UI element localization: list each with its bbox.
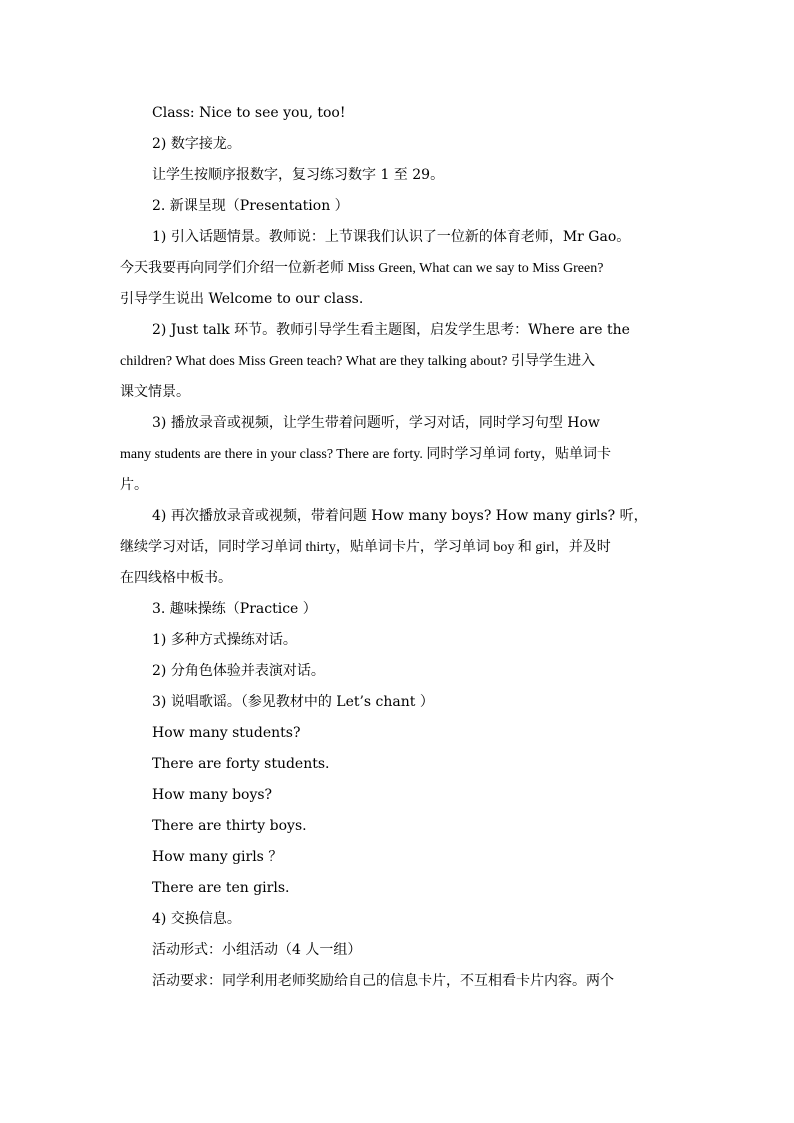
- section-heading: 2. 新课呈现（Presentation ）: [152, 198, 349, 214]
- text-line: 1) 引入话题情景。教师说：上节课我们认识了一位新的体育老师，Mr Gao。: [152, 229, 631, 245]
- text-line: 3) 说唱歌谣。（参见教材中的 Let’s chant ）: [152, 694, 434, 710]
- text-line: 3) 播放录音或视频，让学生带着问题听，学习对话，同时学习句型 How: [152, 415, 600, 431]
- text-line: 在四线格中板书。: [120, 570, 232, 586]
- chant-line: How many students?: [152, 725, 301, 741]
- text-line: 课文情景。: [120, 384, 190, 400]
- text-line: 引导学生说出 Welcome to our class.: [120, 291, 364, 307]
- text-line: many students are there in your class? There are forty. 同时学习单词 forty，贴单词卡: [120, 447, 612, 462]
- text-line: 片。: [120, 477, 148, 493]
- chant-line: There are thirty boys.: [152, 818, 307, 834]
- text-line: 让学生按顺序报数字，复习练习数字 1 至 29。: [152, 167, 445, 183]
- text-line: Class: Nice to see you, too!: [152, 105, 346, 121]
- text-line: 活动形式：小组活动（4 人一组）: [152, 942, 362, 958]
- text-line: 1) 多种方式操练对话。: [152, 632, 297, 648]
- text-line: 2) 数字接龙。: [152, 136, 241, 152]
- chant-line: How many girls ？: [152, 849, 283, 865]
- chant-line: How many boys?: [152, 787, 273, 803]
- chant-line: There are forty students.: [152, 756, 330, 772]
- text-line: 活动要求：同学利用老师奖励给自己的信息卡片，不互相看卡片内容。两个: [152, 973, 614, 989]
- text-line: 4) 交换信息。: [152, 911, 241, 927]
- text-line: 2) 分角色体验并表演对话。: [152, 663, 325, 679]
- chant-line: There are ten girls.: [152, 880, 290, 896]
- text-line: 4) 再次播放录音或视频，带着问题 How many boys? How many girls? 听，: [152, 508, 648, 524]
- text-line: 继续学习对话，同时学习单词 thirty，贴单词卡片，学习单词 boy 和 girl，并及时: [120, 540, 611, 555]
- document-body: [120, 98, 680, 997]
- text-line: 今天我要再向同学们介绍一位新老师 Miss Green, What can we say to Miss Green?: [120, 261, 604, 276]
- text-line: children? What does Miss Green teach? What are they talking about? 引导学生进入: [120, 354, 595, 369]
- section-heading: 3. 趣味操练（Practice ）: [152, 601, 317, 617]
- text-line: 2) Just talk 环节。教师引导学生看主题图，启发学生思考：Where are the: [152, 322, 630, 338]
